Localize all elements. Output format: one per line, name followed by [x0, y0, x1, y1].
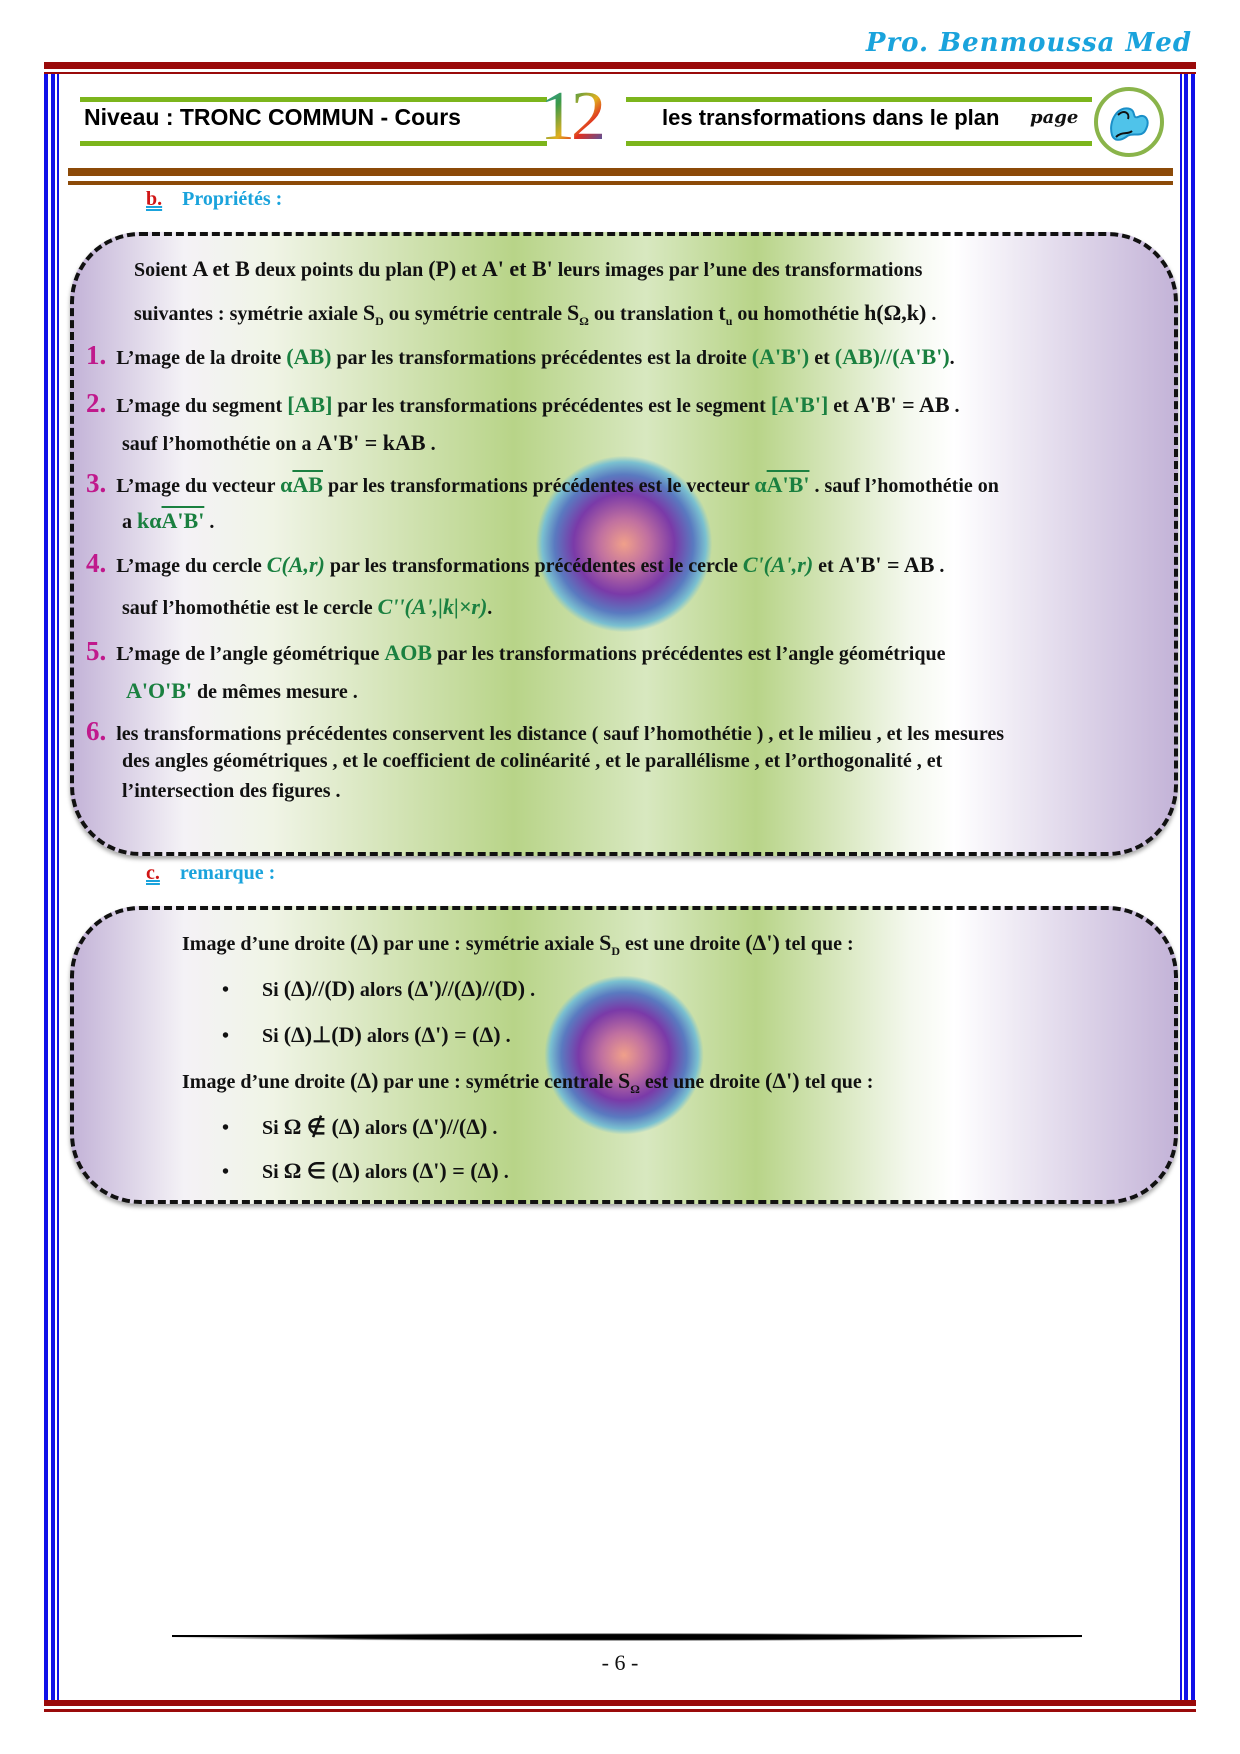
- header-green-rule-top-right: [626, 97, 1092, 102]
- section-c-heading: [146, 862, 275, 885]
- section-b-heading: [146, 188, 282, 211]
- header-green-rule-bottom-left: [80, 141, 547, 146]
- bullet-icon: •: [222, 1025, 230, 1047]
- header-green-rule-bottom-right: [626, 141, 1092, 146]
- item-number: 4.: [86, 548, 107, 578]
- frame-top-rule-thin: [44, 72, 1196, 74]
- item-number: 3.: [86, 468, 107, 498]
- property-item-6: 6. les transformations précédentes conservent les distance ( sauf l’homothétie ) , et le milieu , et les mesures: [86, 716, 1005, 746]
- axial-symmetry-heading: Image d’une droite (Δ) par une : symétrie axiale $S_D$ est une droite (Δ') tel que :: [182, 930, 854, 958]
- property-item-4-continued: sauf l’homothétie est le cercle C''(A',|k|×r).: [122, 594, 493, 619]
- page-number: - 6 -: [601, 1650, 639, 1675]
- intro-line-1: Soient A et B deux points du plan (P) et A' et B' leurs images par l’une des transformations: [134, 256, 923, 281]
- properties-box: [70, 232, 1178, 856]
- property-item-3-continued: a kαA'B' .: [122, 508, 215, 533]
- central-symmetry-heading: Image d’une droite (Δ) par une : symétrie centrale $S_\Omega$ est une droite (Δ') tel que :: [182, 1068, 874, 1096]
- page-label: page: [1030, 107, 1079, 128]
- axial-bullet-2: • Si (Δ)⊥(D) alors (Δ') = (Δ) .: [222, 1022, 511, 1047]
- property-item-2: 2. L’mage du segment [AB] par les transformations précédentes est le segment [A'B'] et A'B' = AB .: [86, 388, 960, 418]
- header-brown-rule: [68, 168, 1173, 176]
- central-bullet-2: • Si Ω ∈ (Δ) alors (Δ') = (Δ) .: [222, 1158, 509, 1183]
- author-logo-icon: [1094, 87, 1164, 157]
- frame-top-rule: [44, 62, 1196, 69]
- frame-bottom-rule-thin: [44, 1709, 1196, 1712]
- property-item-5-continued: A'O'B' de mêmes mesure .: [126, 678, 358, 703]
- course-level-title: Niveau : TRONC COMMUN - Cours: [84, 104, 461, 130]
- axial-bullet-1: • Si (Δ)//(D) alors (Δ')//(Δ)//(D) .: [222, 976, 536, 1001]
- section-b-letter: b.: [146, 188, 163, 210]
- item-number: 5.: [86, 636, 107, 666]
- section-b-title: Propriétés :: [182, 188, 283, 210]
- footer-rule-line: [172, 1635, 1082, 1637]
- property-item-6-continued-2: l’intersection des figures .: [122, 780, 341, 802]
- bullet-icon: •: [222, 979, 230, 1001]
- central-bullet-1: • Si Ω ∉ (Δ) alors (Δ')//(Δ) .: [222, 1114, 498, 1139]
- lesson-number-logo: 12: [540, 78, 602, 155]
- property-item-2-continued: sauf l’homothétie on a A'B' = kAB .: [122, 430, 436, 455]
- remark-box: [70, 906, 1178, 1204]
- item-number: 6.: [86, 716, 107, 746]
- frame-right-rule: [1180, 74, 1196, 1700]
- section-c-letter: c.: [146, 862, 160, 884]
- author-signature: Pro. Benmoussa Med: [865, 28, 1192, 58]
- property-item-4: 4. L’mage du cercle C(A,r) par les transformations précédentes est le cercle C'(A',r) et A'B' = AB .: [86, 548, 945, 578]
- bullet-icon: •: [222, 1161, 230, 1183]
- section-c-title: remarque :: [179, 862, 276, 884]
- property-item-1: 1. L’mage de la droite (AB) par les transformations précédentes est la droite (A'B') et (AB)//(A'B').: [86, 340, 955, 370]
- frame-left-rule: [44, 74, 60, 1700]
- property-item-6-continued-1: des angles géométriques , et le coefficient de colinéarité , et le parallélisme , et l’orthogonalité , et: [122, 750, 943, 772]
- header-brown-rule-thin: [68, 181, 1173, 185]
- header-green-rule-top-left: [80, 97, 547, 102]
- property-item-3: 3. L’mage du vecteur $\alpha\overline{AB}$ par les transformations précédentes est le vecteur αA'B' . sauf l’homothétie on: [86, 468, 999, 498]
- item-number: 2.: [86, 388, 107, 418]
- frame-bottom-rule: [44, 1700, 1196, 1706]
- intro-line-2: suivantes : symétrie axiale $S_D$ ou symétrie centrale $S_\Omega$ ou translation $t_u$ ou homothétie h(Ω,k) .: [134, 300, 937, 328]
- lesson-title: les transformations dans le plan: [662, 105, 1000, 130]
- item-number: 1.: [86, 340, 107, 370]
- property-item-5: 5. L’mage de l’angle géométrique AOB par les transformations précédentes est l’angle géométrique: [86, 636, 946, 666]
- bullet-icon: •: [222, 1117, 230, 1139]
